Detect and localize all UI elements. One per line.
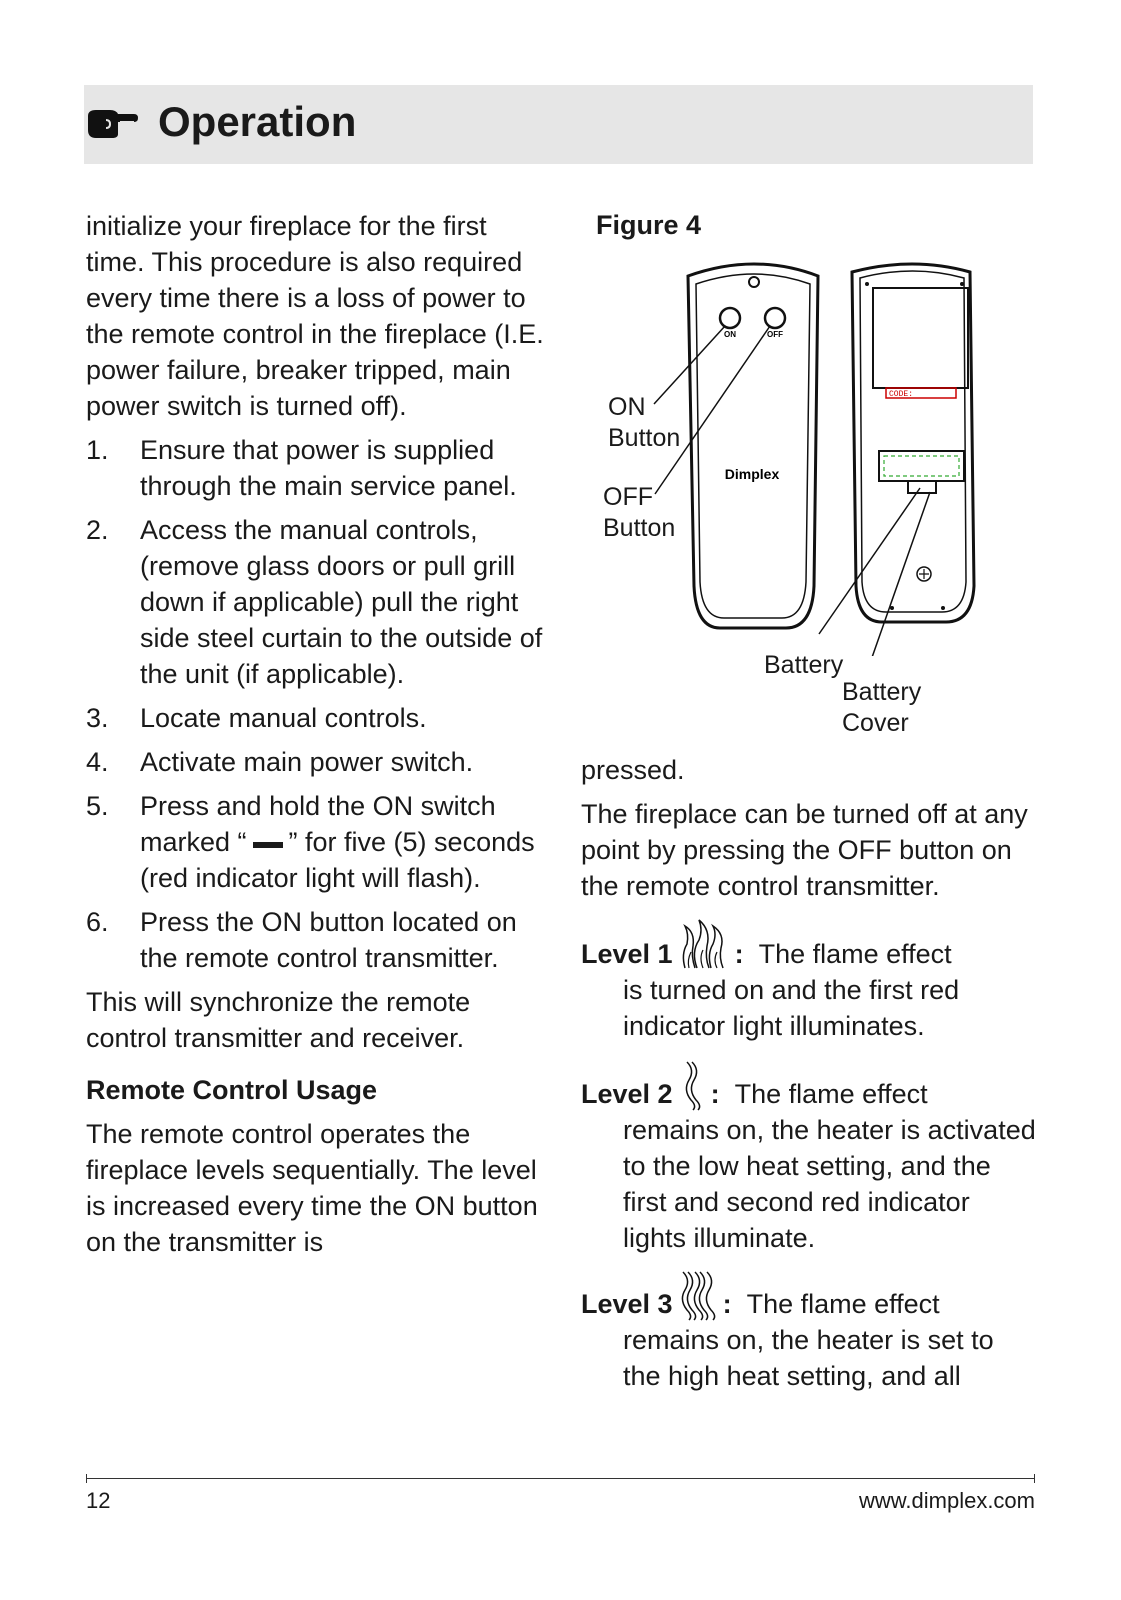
list-item: 5. Press and hold the ON switch marked “ ” for five (5) seconds (red indicator light will flash). [86, 791, 535, 893]
on-symbol-icon [253, 842, 283, 848]
level-1-block: Level 1 : The flame effect is turned on and the first red indicator light illuminates. [581, 918, 1036, 1044]
list-item: 1. Ensure that power is supplied through the main service panel. [86, 435, 517, 501]
list-item: 2. Access the manual controls, (remove glass doors or pull grill down if applicable) pull the right side steel curtain to the outside of the unit (if applicable). [86, 515, 543, 689]
brand-logo: Dimplex [724, 466, 780, 482]
on-button-callout: ON Button [608, 393, 681, 452]
website-url: www.dimplex.com [858, 1488, 1035, 1513]
remote-on-label: ON [724, 330, 736, 339]
sync-paragraph: This will synchronize the remote control transmitter and receiver. [86, 987, 471, 1053]
flame-icon [679, 918, 731, 972]
remote-back [852, 264, 974, 622]
off-paragraph: The fireplace can be turned off at any point by pressing the OFF button on the remote control transmitter. [581, 799, 1028, 901]
heat-wave-single-icon [679, 1060, 707, 1112]
remote-off-label: OFF [767, 330, 783, 339]
page-title: Operation [158, 98, 357, 145]
footer-rule [86, 1478, 1035, 1479]
list-item: 4. Activate main power switch. [86, 747, 474, 777]
level-2-block: Level 2 : The flame effect remains on, the heater is activated to the low heat setting, and the first and second red indicator lights illuminate. [581, 1060, 1036, 1256]
remote-usage-heading: Remote Control Usage [86, 1075, 378, 1105]
battery-callout: Battery [764, 651, 844, 679]
remote-control-figure [590, 256, 1010, 656]
off-button-callout: OFF Button [603, 483, 676, 542]
pointing-hand-icon [86, 106, 138, 140]
code-label: CODE: [889, 390, 914, 399]
level-3-block: Level 3 : The flame effect remains on, the heater is set to the high heat setting, and all [581, 1270, 1036, 1394]
battery-cover-callout: Battery Cover [842, 678, 922, 737]
page-number: 12 [86, 1488, 111, 1513]
usage-paragraph: The remote control operates the fireplace levels sequentially. The level is increased every time the ON button on the transmitter is [86, 1119, 538, 1257]
figure-title: Figure 4 [596, 210, 702, 240]
right-column [581, 752, 1036, 1394]
pressed-text: pressed. [581, 755, 685, 785]
remote-front [688, 264, 818, 628]
list-item: 6. Press the ON button located on the remote control transmitter. [86, 907, 517, 973]
steps-list [86, 432, 546, 976]
left-column [86, 208, 546, 1260]
heat-wave-triple-icon [679, 1270, 719, 1322]
intro-paragraph: initialize your fireplace for the first time. This procedure is also required every time there is a loss of power to the remote control in the fireplace (I.E. power failure, breaker tripped, main power switch is turned off). [86, 211, 544, 421]
list-item: 3. Locate manual controls. [86, 703, 427, 733]
